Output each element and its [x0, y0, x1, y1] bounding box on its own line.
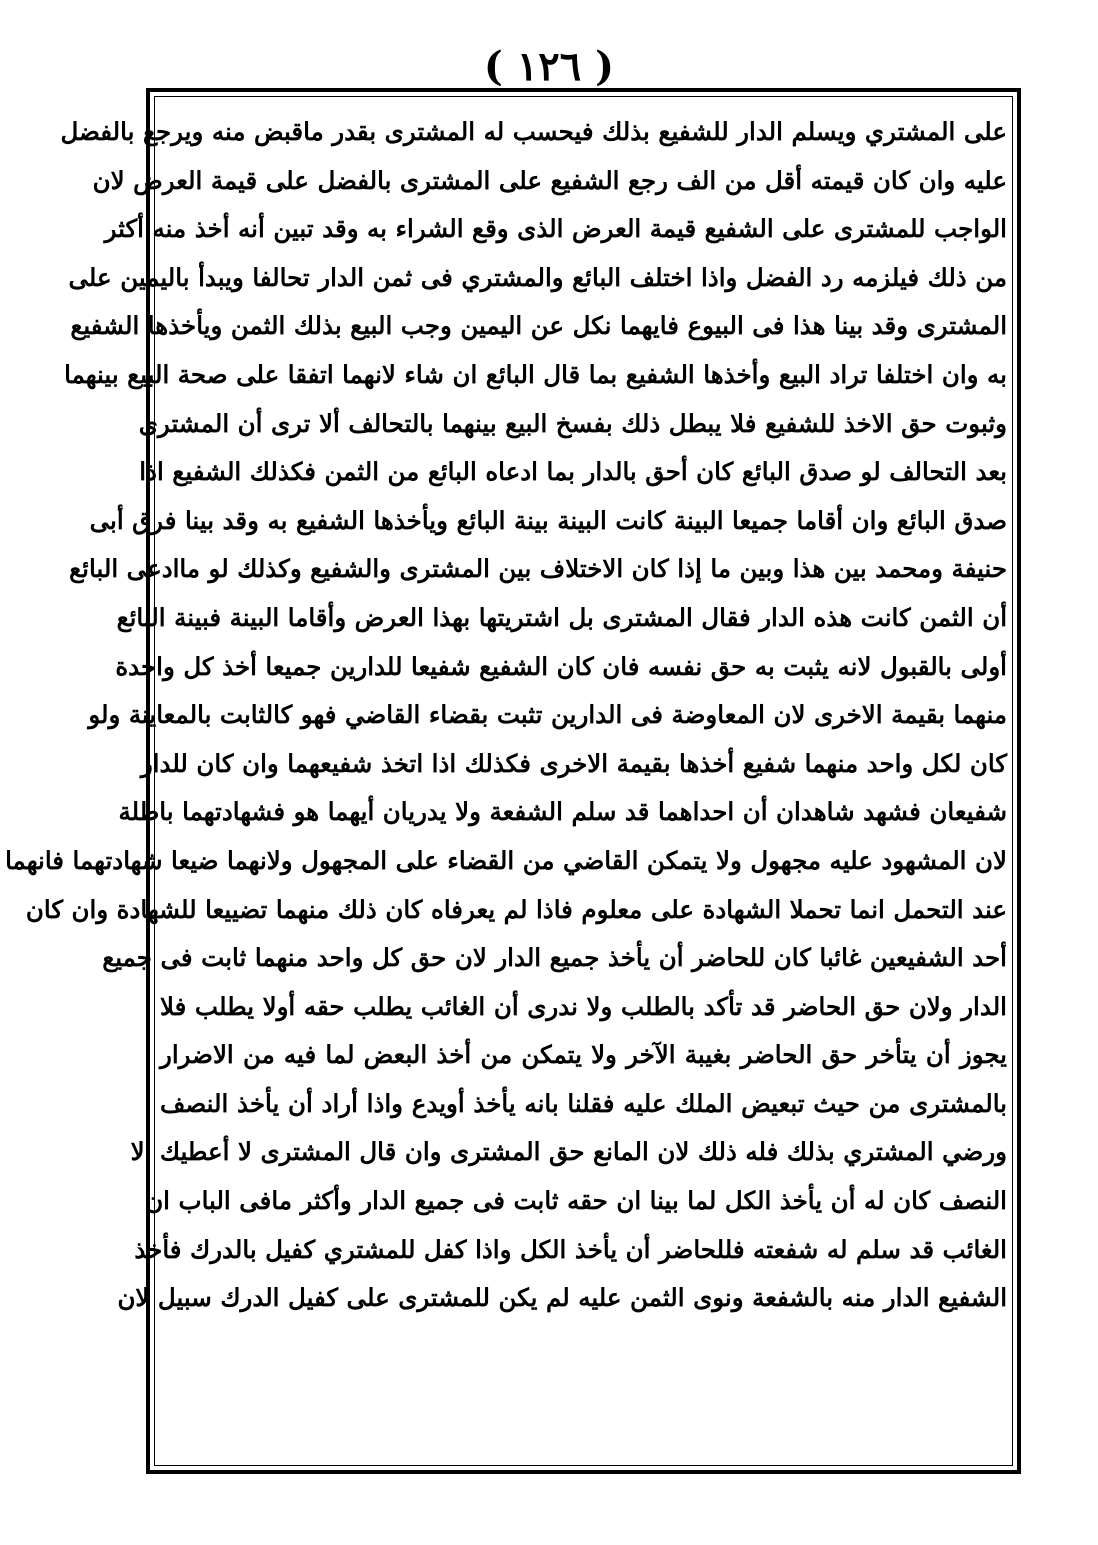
- text-line: كان لكل واحد منهما شفيع أخذها بقيمة الاخرى فكذلك اذا اتخذ شفيعهما وان كان للدار: [140, 748, 1007, 778]
- text-line: الدار ولان حق الحاضر قد تأكد بالطلب ولا ندرى أن الغائب يطلب حقه أولا يطلب فلا: [160, 991, 1007, 1021]
- text-line: بالمشترى من حيث تبعيض الملك عليه فقلنا بانه يأخذ أويدع واذا أراد أن يأخذ النصف: [160, 1088, 1007, 1118]
- text-line: لان المشهود عليه مجهول ولا يتمكن القاضي من القضاء على المجهول ولانهما ضيعا شهادتهما فانهما: [5, 845, 1007, 875]
- page-number: ( ١٢٦ ): [483, 43, 615, 90]
- text-line: منهما بقيمة الاخرى لان المعاوضة فى الدارين تثبت بقضاء القاضي فهو كالثابت بالمعاينة ولو: [88, 700, 1007, 730]
- text-line: الغائب قد سلم له شفعته فللحاضر أن يأخذ الكل واذا كفل للمشتري كفيل بالدرك فأخذ: [134, 1234, 1007, 1264]
- text-line: من ذلك فيلزمه رد الفضل واذا اختلف البائع والمشتري فى ثمن الدار تحالفا ويبدأ باليمين على: [68, 262, 1007, 292]
- text-line: ورضي المشتري بذلك فله ذلك لان المانع حق المشترى وان قال المشترى لا أعطيك الا: [130, 1137, 1007, 1167]
- text-line: [160, 1371, 1007, 1420]
- text-line: على المشتري ويسلم الدار للشفيع بذلك فيحسب له المشترى بقدر ماقبض منه ويرجع بالفضل: [60, 117, 1007, 146]
- text-line: الشفيع الدار منه بالشفعة ونوى الثمن عليه لم يكن للمشترى على كفيل الدرك سبيل لان: [117, 1283, 1007, 1313]
- text-line: بعد التحالف لو صدق البائع كان أحق بالدار بما ادعاه البائع من الثمن فكذلك الشفيع اذا: [139, 457, 1007, 487]
- text-line: شفيعان فشهد شاهدان أن احداهما قد سلم الشفعة ولا يدريان أيهما هو فشهادتهما باطلة: [118, 797, 1007, 827]
- text-line: أن الثمن كانت هذه الدار فقال المشترى بل اشتريتها بهذا العرض وأقاما البينة فبينة البائع: [116, 602, 1007, 632]
- text-line: أحد الشفيعين غائبا كان للحاضر أن يأخذ جميع الدار لان حق كل واحد منهما ثابت فى جميع: [102, 943, 1007, 973]
- text-line: [160, 1420, 1007, 1469]
- text-line: صدق البائع وان أقاما جميعا البينة كانت البينة بينة البائع ويأخذها الشفيع به وقد بينا فرق أبى: [89, 505, 1007, 535]
- body-text: [5, 108, 1007, 1469]
- text-line: عليه وان كان قيمته أقل من الف رجع الشفيع على المشترى بالفضل على قيمة العرض لان: [92, 165, 1007, 195]
- text-line: الواجب للمشترى على الشفيع قيمة العرض الذى وقع الشراء به وقد تبين أنه أخذ منه أكثر: [104, 214, 1007, 244]
- text-line: أولى بالقبول لانه يثبت به حق نفسه فان كان الشفيع شفيعا للدارين جميعا أخذ كل واحدة: [115, 651, 1007, 681]
- text-line: وثبوت حق الاخذ للشفيع فلا يبطل ذلك بفسخ البيع بينهما بالتحالف ألا ترى أن المشترى: [138, 408, 1007, 438]
- text-line: يجوز أن يتأخر حق الحاضر بغيبة الآخر ولا يتمكن من أخذ البعض لما فيه من الاضرار: [160, 1040, 1007, 1070]
- text-line: المشترى وقد بينا هذا فى البيوع فايهما نكل عن اليمين وجب البيع بذلك الثمن ويأخذها الشفيع: [70, 311, 1007, 341]
- text-line: حنيفة ومحمد بين هذا وبين ما إذا كان الاختلاف بين المشترى والشفيع وكذلك لو ماادعى البائع: [69, 554, 1007, 584]
- text-line: عند التحمل انما تحملا الشهادة على معلوم فاذا لم يعرفاه كان ذلك منهما تضييعا للشهادة وان كان: [25, 894, 1007, 924]
- text-line: به وان اختلفا تراد البيع وأخذها الشفيع بما قال البائع ان شاء لانهما اتفقا على صحة البيع بينهما: [64, 359, 1007, 389]
- text-line: النصف كان له أن يأخذ الكل لما بينا ان حقه ثابت فى جميع الدار وأكثر مافى الباب ان: [145, 1186, 1007, 1216]
- text-line: [160, 1323, 1007, 1372]
